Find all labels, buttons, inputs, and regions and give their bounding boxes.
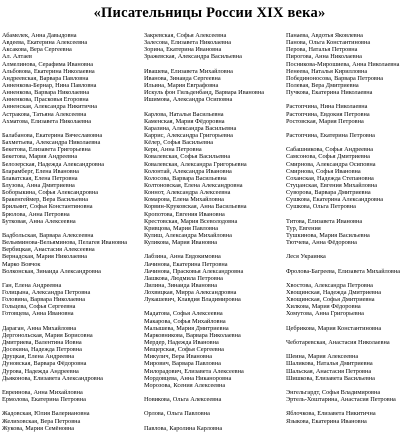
author-name: Тютчева, Анна Фёдоровна [286, 239, 357, 247]
author-name: Хвощинская, Софья Дмитриевна [286, 296, 375, 304]
section-gap [2, 403, 135, 410]
author-name: Голицына, Александра Петровна [2, 289, 91, 297]
author-name: Бларамберг, Елена Ивановна [2, 167, 79, 175]
section-gap [144, 103, 280, 110]
author-name: Павлова, Каролина Карловна [144, 424, 223, 432]
author-name: Готовцева, Анна Ивановна [2, 310, 74, 318]
author-name: Кёлер, Софья Васильевна [144, 139, 214, 147]
author-name: Лашкова, Людмила Петровна [144, 274, 223, 282]
author-name: Брильянт, Софья Константиновна [2, 203, 93, 211]
author-name: Леся Украинка [286, 253, 326, 261]
author-column-2 [144, 32, 280, 432]
author-name: Микулич, Вера Ивановна [144, 353, 213, 361]
author-name: Вернадская, Мария Николаевна [2, 253, 88, 261]
author-name: Анненская, Александра Никитична [2, 103, 97, 111]
author-name: Коннот, Александра Алексеевна [144, 189, 231, 197]
author-name: Побединоносова, Варвара Петровна [286, 74, 384, 82]
author-name: Кулиш, Александра Михайловна [144, 231, 232, 239]
author-name: Жадовская, Юлия Валериановна [2, 410, 90, 418]
author-name: Лукашевич, Клавдия Владимировна [144, 296, 241, 304]
section-gap [286, 139, 418, 146]
author-name: Бутковая, Анна Алексеевна [2, 217, 76, 225]
author-name: Астракова, Татьяна Алексеевна [2, 110, 87, 118]
page-title: «Писательницы России XIX века» [93, 5, 326, 21]
author-name: Дьяконова, Елизавета Александровна [2, 374, 103, 382]
author-name: Фролова-Багреева, Елизавета Михайловна [286, 267, 401, 275]
author-name: Кривцова, Мария Павловна [144, 224, 219, 232]
author-name: Блузова, Анна Дмитриевна [2, 181, 75, 189]
author-name: Тушкинова, Мария Васильевна [286, 231, 370, 239]
section-gap [286, 403, 418, 410]
author-name: Шаликова, Наталья Дмитриевна [286, 360, 373, 368]
section-gap [144, 303, 280, 310]
author-name: Лохвицкая, Мирра Александровна [144, 289, 237, 297]
author-name: Бракенгеймер, Вера Васильевна [2, 196, 88, 204]
author-name: Орлова, Ольга Павловна [144, 410, 210, 418]
author-name: Абамелек, Анна Давыдовна [2, 32, 77, 39]
author-name: Вадбольская, Варвара Алексеевна [2, 231, 94, 239]
section-gap [286, 346, 418, 353]
author-name: Ишимова, Александра Осиповна [144, 96, 233, 104]
author-name: Аксакова, Вера Сергеевна [2, 46, 72, 54]
author-name: Шеина, Мария Алексеевна [286, 353, 359, 361]
author-name: Желиховская, Вера Петровна [2, 417, 81, 425]
author-name: Вельяминова-Вельяминова, Пелагея Ивановна [2, 239, 128, 247]
section-gap [144, 403, 280, 410]
author-name: Растопчина, Екатерина Петровна [286, 131, 375, 139]
section-gap [144, 246, 280, 253]
section-gap [144, 61, 280, 68]
author-name: Ковалевская, Софья Васильевна [144, 153, 231, 161]
author-name: Балабанова, Екатерина Вячеславовна [2, 131, 103, 139]
author-name: Лабзина, Анна Евдокимовна [144, 253, 221, 261]
author-name: Каменская, Мария Фёдоровна [144, 117, 225, 125]
author-name: Марковникова, Варвара Николаевна [144, 331, 241, 339]
author-name: Перова, Наталья Петровна [286, 46, 358, 54]
author-name: Пучкова, Екатерина Николаевна [286, 89, 373, 97]
author-name: Новикова, Ольга Алексеевна [144, 396, 222, 404]
author-name: Ростовская, Мария Петровна [286, 117, 364, 125]
author-name: Евреинова, Анна Михайловна [2, 389, 83, 397]
author-name: Ковалевская, Александра Григорьевна [144, 160, 247, 168]
section-gap [286, 211, 418, 218]
author-name: Смирнова, Александра Осиповна [286, 160, 376, 168]
author-name: Бекетова, Мария Андреевна [2, 153, 78, 161]
author-name: Крестовская, Мария Всеволодовна [144, 217, 238, 225]
author-name: Мердер, Надежда Ивановна [144, 339, 219, 347]
author-name: Боборыкина, Софья Александровна [2, 189, 99, 197]
author-name: Зорина, Екатерина Ивановна [144, 46, 222, 54]
section-gap [2, 275, 135, 282]
author-name: Зражевская, Александра Васильевна [144, 53, 242, 61]
author-name: Закревская, Софья Алексеевна [144, 32, 227, 39]
section-gap [286, 318, 418, 325]
author-name: Сабашникова, Софья Андреевна [286, 146, 374, 154]
author-name: Малышева, Мария Дмитриевна [144, 324, 229, 332]
author-name: Хвостова, Александра Петровна [286, 281, 373, 289]
author-name: Друцкая, Елена Андреевна [2, 353, 75, 361]
author-name: Бахметьева, Александра Николаевна [2, 139, 101, 147]
section-gap [286, 275, 418, 282]
author-name: Сушкова, Ольга Петровна [286, 203, 356, 211]
author-name: Колтоновская, Елена Александровна [144, 181, 243, 189]
author-name: Жукова, Мария Семёновна [2, 424, 75, 432]
author-name: Хвощинская, Надежда Дмитриевна [286, 289, 382, 297]
author-name: Лачинова, Прасковья Александровна [144, 267, 244, 275]
author-name: Растопчина, Евдокия Петровна [286, 110, 370, 118]
author-name: Анненкова, Прасковья Егоровна [2, 96, 89, 104]
author-name: Кропотова, Евгения Ивановна [144, 210, 225, 218]
author-name: Морозова, Ксения Алексеевна [144, 381, 226, 389]
author-name: Яблочкова, Елизавета Никитична [286, 410, 376, 418]
author-name: Мордовцева, Анна Никаноровна [144, 374, 232, 382]
author-name: Залесова, Елизавета Николаевна [144, 39, 232, 47]
author-name: Мирович, Варвара Павловна [144, 360, 221, 368]
author-name: Ивашева, Елизавета Михайловна [144, 67, 233, 75]
author-name: Бекетова, Елизавета Григорьевна [2, 146, 91, 154]
author-name: Гольцева, Софья Сергеевна [2, 303, 76, 311]
author-name: Энгельгардт, Софья Владимировна [286, 389, 381, 397]
section-gap [2, 125, 135, 132]
author-name: Растопчина, Нина Николаевна [286, 103, 368, 111]
author-name: Хомутова, Анна Григорьевна [286, 310, 364, 318]
author-name: Лилина, Зинаида Ивановна [144, 281, 217, 289]
author-name: Пирогова, Анна Николаевна [286, 53, 362, 61]
author-name: Вербицкая, Анастасия Алексеевна [2, 246, 95, 254]
author-name: Авдеева, Екатерина Алексеевна [2, 39, 88, 47]
author-name: Дуновская, Варвара Фёдоровна [2, 360, 87, 368]
author-name: Хилкова, Мария Фёдоровна [286, 303, 361, 311]
author-name: Посникова-Мирошиева, Анна Николаевна [286, 60, 400, 68]
section-gap [2, 225, 135, 232]
author-name: Стуцанская, Евгения Михайловна [286, 181, 378, 189]
author-name: Суворова, Варвара Дмитриевна [286, 189, 371, 197]
author-name: Колосова, Варвара Васильевна [144, 174, 227, 182]
section-gap [286, 382, 418, 389]
author-name: Блаватская, Елена Петровна [2, 174, 78, 182]
author-column-1 [2, 32, 135, 432]
section-gap [2, 382, 135, 389]
author-name: Соханская, Надежда Степановна [286, 174, 374, 182]
author-name: Сушкова, Екатерина Александровна [286, 196, 384, 204]
author-name: Белозерская, Надежда Александровна [2, 160, 105, 168]
section-gap [144, 418, 280, 425]
author-name: Каррис, Александра Григорьевна [144, 131, 233, 139]
author-name: Панаева, Авдотья Яковлевна [286, 32, 363, 39]
section-gap [144, 389, 280, 396]
author-name: Ильина, Мария Евграфовна [144, 81, 219, 89]
author-name: Искуль фон Гильденбанд, Варвара Ивановна [144, 89, 265, 97]
author-name: Языкова, Екатерина Ивановна [286, 417, 367, 425]
author-name: Дараган, Анна Михайловна [2, 324, 77, 332]
author-name: Милорадович, Елизавета Алексеевна [144, 367, 244, 375]
author-name: Шишкова, Елизавета Васильевна [286, 374, 375, 382]
author-name: Алмелинова, Серафима Ивановна [2, 60, 93, 68]
author-name: Цебрикова, Мария Константиновна [286, 324, 382, 332]
author-name: Кери, Анна Петровна [144, 146, 202, 154]
author-name: Дергонольская, Мария Борисовна [2, 331, 93, 339]
author-name: Панова, Ольга Константиновна [286, 39, 371, 47]
author-name: Анненкова-Бернар, Нина Павловна [2, 81, 97, 89]
author-name: Мадатова, Софья Алексеевна [144, 310, 223, 318]
author-name: Иванова, Зинаида Сергеевна [144, 74, 221, 82]
section-gap [286, 261, 418, 268]
author-name: Чеботаревская, Анастасия Николаевна [286, 339, 390, 347]
author-name: Куликова, Мария Ивановна [144, 239, 218, 247]
author-name: Головина, Варвара Николаевна [2, 296, 86, 304]
author-name: Колонтай, Александра Ивановна [144, 167, 232, 175]
author-name: Ненеева, Наталья Кирилловна [286, 67, 368, 75]
section-gap [286, 125, 418, 132]
author-name: Ахматова, Елизавета Николаевна [2, 117, 92, 125]
author-name: Ал. Алтаев [2, 53, 32, 61]
author-name: Альбовова, Екатерина Николаевна [2, 67, 95, 75]
author-name: Карлова, Наталья Васильевна [144, 110, 224, 118]
section-gap [286, 332, 418, 339]
author-name: Корвин-Круковская, Анна Васильевна [144, 203, 247, 211]
section-gap [2, 318, 135, 325]
author-name: Дурова, Надежда Андреевна [2, 367, 79, 375]
author-name: Волконская, Зинаида Александровна [2, 267, 101, 275]
section-gap [286, 96, 418, 103]
author-name: Марко Вовчок [2, 260, 41, 268]
author-name: Макарова, Софья Михайловна [144, 317, 226, 325]
author-name: Тур, Евгения [286, 224, 321, 232]
author-name: Ермолова, Екатерина Петровна [2, 396, 86, 404]
author-name: Дмитриева, Валентина Иовна [2, 339, 82, 347]
author-name: Андреевская, Варвара Павловна [2, 74, 89, 82]
author-name: Полевая, Вера Дмитриевна [286, 81, 359, 89]
section-gap [286, 246, 418, 253]
author-name: Самсонова, Софья Дмитриевна [286, 153, 370, 161]
author-name: Комарова, Елена Михайловна [144, 196, 224, 204]
author-name: Эртель-Хоштарина, Анастасия Петровна [286, 396, 396, 404]
author-name: Ган, Елена Андреевна [2, 281, 62, 289]
author-name: Шальская, Анастасия Петровна [286, 367, 372, 375]
author-name: Анненкова, Варвара Николаевна [2, 89, 90, 97]
author-name: Каразина, Александра Васильевна [144, 124, 237, 132]
author-column-3 [286, 32, 418, 425]
author-name: Мещерская, Софья Сергеевна [144, 346, 224, 354]
author-name: Брюлова, Анна Петровна [2, 210, 70, 218]
author-name: Титова, Елизавета Ивановна [286, 217, 363, 225]
author-name: Лачинова, Екатерина Петровна [144, 260, 228, 268]
author-name: Смирнова, Софья Ивановна [286, 167, 361, 175]
author-name: Досекина, Надежда Петровна [2, 346, 82, 354]
